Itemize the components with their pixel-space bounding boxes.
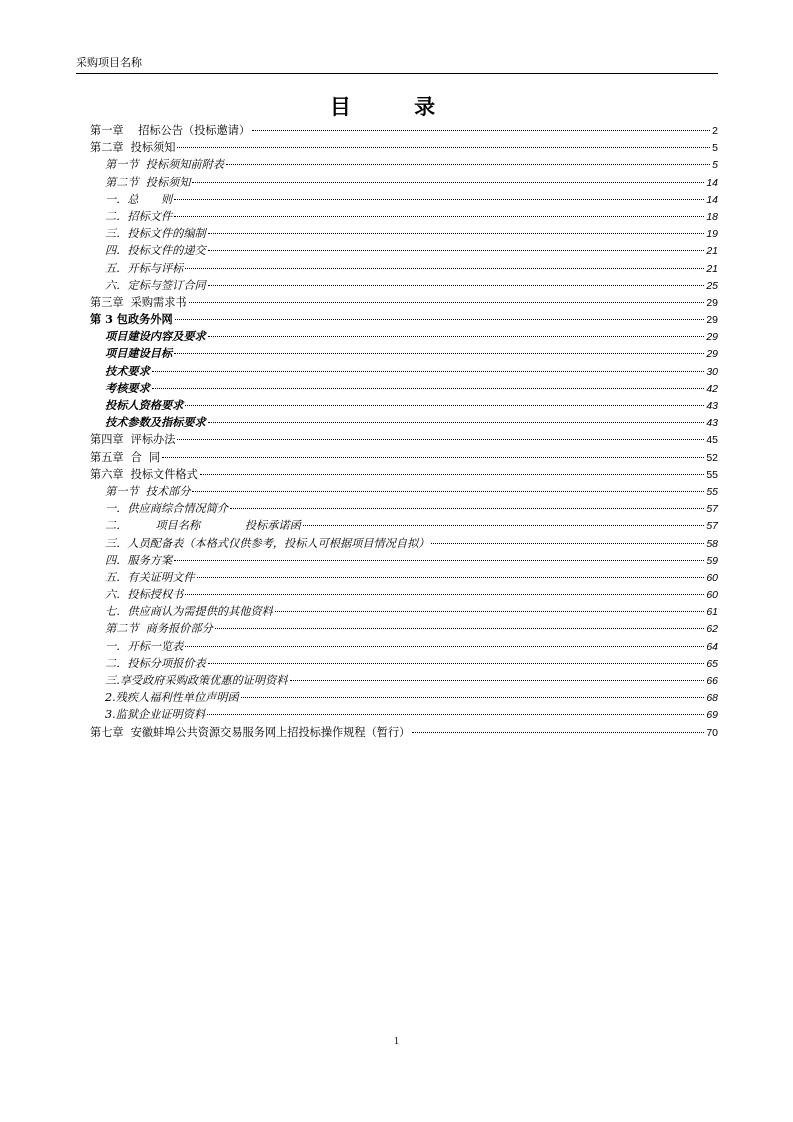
toc-entry-label: 投标人资格要求 xyxy=(105,398,184,412)
toc-entry-page: 29 xyxy=(706,314,718,327)
toc-entry-label: 第一节 投标须知前附表 xyxy=(105,158,224,172)
toc-entry-page: 57 xyxy=(706,503,718,516)
toc-entry-label: 二．投标分项报价表 xyxy=(105,656,206,670)
toc-entry-label: 项目建设目标 xyxy=(105,346,173,361)
toc-entry-page: 62 xyxy=(706,623,718,636)
dot-leader xyxy=(174,216,704,217)
toc-entry-page: 65 xyxy=(706,657,718,670)
toc-entry-page: 61 xyxy=(706,606,718,619)
toc-entry-page: 18 xyxy=(706,210,718,223)
toc-entry[interactable] xyxy=(90,706,718,723)
toc-entry-page: 45 xyxy=(706,434,718,447)
toc-entry-label: 六．定标与签订合同 xyxy=(105,278,206,292)
toc-entry-label: 第二章 投标须知 xyxy=(90,141,176,155)
toc-entry[interactable] xyxy=(90,500,718,517)
toc-entry-page: 14 xyxy=(706,193,718,206)
dot-leader xyxy=(175,319,705,320)
dot-leader xyxy=(208,422,705,423)
toc-entry[interactable] xyxy=(90,689,718,706)
toc-entry[interactable] xyxy=(90,345,718,362)
toc-entry-label: 第四章 评标办法 xyxy=(90,433,176,447)
toc-entry-label: 第五章 合 同 xyxy=(90,450,161,464)
toc-entry-label: 一．供应商综合情况简介 xyxy=(105,502,229,516)
dot-leader xyxy=(200,474,705,475)
dot-leader xyxy=(152,371,705,372)
toc-entry-label: 一．总 则 xyxy=(105,192,173,206)
dot-leader xyxy=(208,285,705,286)
dot-leader xyxy=(192,182,704,183)
toc-entry[interactable] xyxy=(90,483,718,500)
dot-leader xyxy=(185,646,704,647)
toc-entry-page: 60 xyxy=(706,589,718,602)
toc-entry[interactable] xyxy=(90,517,718,534)
toc-entry[interactable] xyxy=(90,449,718,466)
dot-leader xyxy=(185,268,704,269)
toc-entry-page: 64 xyxy=(706,640,718,653)
dot-leader xyxy=(412,732,704,733)
toc-entry-label: 2.残疾人福利性单位声明函 xyxy=(105,691,239,705)
toc-entry[interactable] xyxy=(90,655,718,672)
toc-entry-page: 25 xyxy=(706,279,718,292)
toc-entry[interactable] xyxy=(90,586,718,603)
toc-entry[interactable] xyxy=(90,225,718,242)
toc-entry[interactable] xyxy=(90,208,718,225)
toc-entry-page: 42 xyxy=(706,382,718,395)
toc-entry-label: 四．投标文件的递交 xyxy=(105,244,206,258)
toc-entry-label: 二． 项目名称 投标承诺函 xyxy=(105,519,301,533)
toc-entry[interactable] xyxy=(90,414,718,431)
toc-entry-page: 55 xyxy=(706,468,718,481)
toc-entry[interactable] xyxy=(90,431,718,448)
toc-entry-label: 第一节 技术部分 xyxy=(105,484,191,498)
toc-entry-page: 69 xyxy=(706,709,718,722)
dot-leader xyxy=(185,594,704,595)
toc-entry-page: 5 xyxy=(712,159,718,172)
toc-entry[interactable] xyxy=(90,466,718,483)
toc-entry-page: 29 xyxy=(706,331,718,344)
dot-leader xyxy=(252,130,710,131)
dot-leader xyxy=(177,147,710,148)
dot-leader xyxy=(208,663,705,664)
toc-entry[interactable] xyxy=(90,294,718,311)
toc-entry-label: 第一章 招标公告（投标邀请） xyxy=(90,124,251,137)
toc-entry-label: 五．开标与评标 xyxy=(105,261,184,275)
toc-entry[interactable] xyxy=(90,535,718,552)
toc-entry-page: 43 xyxy=(706,400,718,412)
toc-entry-label: 第 3 包政务外网 xyxy=(90,312,173,327)
toc-entry-label: 第二节 商务报价部分 xyxy=(105,622,213,636)
toc-entry-page: 55 xyxy=(706,485,718,498)
toc-entry[interactable] xyxy=(90,672,718,689)
toc-entry-page: 59 xyxy=(706,554,718,567)
toc-entry-label: 三．人员配备表（本格式仅供参考，投标人可根据项目情况自拟） xyxy=(105,536,430,550)
toc-entry-page: 2 xyxy=(712,125,718,137)
toc-title: 目 录 xyxy=(329,95,464,119)
dot-leader xyxy=(185,405,704,406)
dot-leader xyxy=(208,250,705,251)
page-header: 采购项目名称 xyxy=(76,56,142,69)
dot-leader xyxy=(275,611,704,612)
toc-entry-label: 项目建设内容及要求 xyxy=(105,329,206,344)
toc-entry-label: 三.享受政府采购政策优惠的证明资料 xyxy=(105,674,288,687)
dot-leader xyxy=(174,199,704,200)
dot-leader xyxy=(207,714,704,715)
dot-leader xyxy=(303,525,705,526)
toc-entry[interactable] xyxy=(90,397,718,414)
toc-entry-label: 第二节 投标须知 xyxy=(105,175,191,189)
dot-leader xyxy=(208,233,705,234)
toc-entry-label: 第七章 安徽蚌埠公共资源交易服务网上招投标操作规程（暂行） xyxy=(90,725,411,739)
toc-entry[interactable] xyxy=(90,260,718,277)
toc-entry[interactable] xyxy=(90,122,718,139)
table-of-contents xyxy=(90,122,718,741)
toc-entry-label: 二．招标文件 xyxy=(105,209,173,223)
toc-entry[interactable] xyxy=(90,638,718,655)
toc-entry-page: 21 xyxy=(706,262,718,275)
toc-entry-label: 三．投标文件的编制 xyxy=(105,227,206,241)
toc-entry-label: 四．服务方案 xyxy=(105,553,173,567)
toc-entry-page: 68 xyxy=(706,692,718,705)
dot-leader xyxy=(189,302,705,303)
toc-entry-page: 58 xyxy=(706,537,718,550)
toc-entry[interactable] xyxy=(90,242,718,259)
toc-entry-page: 57 xyxy=(706,520,718,533)
toc-entry-label: 五．有关证明文件 xyxy=(105,570,195,584)
dot-leader xyxy=(431,543,704,544)
toc-entry[interactable] xyxy=(90,363,718,380)
toc-entry[interactable] xyxy=(90,380,718,397)
toc-entry[interactable] xyxy=(90,191,718,208)
toc-entry-page: 66 xyxy=(706,675,718,687)
dot-leader xyxy=(192,491,704,492)
toc-entry[interactable] xyxy=(90,569,718,586)
toc-entry-label: 3.监狱企业证明资料 xyxy=(105,708,206,722)
toc-entry[interactable] xyxy=(90,328,718,345)
dot-leader xyxy=(230,508,704,509)
dot-leader xyxy=(162,457,704,458)
toc-entry-page: 29 xyxy=(706,348,718,361)
toc-entry[interactable] xyxy=(90,620,718,637)
toc-entry-label: 第三章 采购需求书 xyxy=(90,295,187,309)
toc-entry-page: 5 xyxy=(712,142,718,155)
toc-entry-label: 一．开标一览表 xyxy=(105,639,184,653)
toc-entry-page: 43 xyxy=(706,417,718,430)
toc-entry[interactable] xyxy=(90,174,718,191)
toc-entry[interactable] xyxy=(90,277,718,294)
toc-entry-page: 29 xyxy=(706,296,718,309)
toc-entry-label: 六．投标授权书 xyxy=(105,588,184,602)
toc-entry-page: 14 xyxy=(706,176,718,189)
toc-entry-label: 第六章 投标文件格式 xyxy=(90,467,198,481)
dot-leader xyxy=(241,697,705,698)
toc-entry-page: 60 xyxy=(706,571,718,584)
dot-leader xyxy=(174,353,704,354)
header-divider xyxy=(76,73,718,74)
toc-entry-label: 技术要求 xyxy=(105,363,150,378)
toc-entry-page: 21 xyxy=(706,245,718,258)
dot-leader xyxy=(152,388,705,389)
dot-leader xyxy=(208,336,705,337)
page-number: 1 xyxy=(394,1036,399,1047)
dot-leader xyxy=(290,680,705,681)
toc-entry[interactable] xyxy=(90,724,718,741)
toc-entry[interactable] xyxy=(90,311,718,328)
dot-leader xyxy=(197,577,705,578)
toc-entry[interactable] xyxy=(90,156,718,173)
toc-entry-label: 七．供应商认为需提供的其他资料 xyxy=(105,605,273,619)
toc-entry[interactable] xyxy=(90,552,718,569)
toc-entry-page: 30 xyxy=(706,365,718,378)
dot-leader xyxy=(174,560,704,561)
toc-entry[interactable] xyxy=(90,603,718,620)
toc-entry[interactable] xyxy=(90,139,718,156)
toc-entry-page: 19 xyxy=(706,228,718,241)
toc-entry-page: 52 xyxy=(706,451,718,464)
dot-leader xyxy=(177,439,704,440)
dot-leader xyxy=(215,628,705,629)
toc-entry-label: 考核要求 xyxy=(105,380,150,395)
dot-leader xyxy=(226,164,710,165)
toc-entry-page: 70 xyxy=(706,726,718,739)
toc-entry-label: 技术参数及指标要求 xyxy=(105,415,206,430)
